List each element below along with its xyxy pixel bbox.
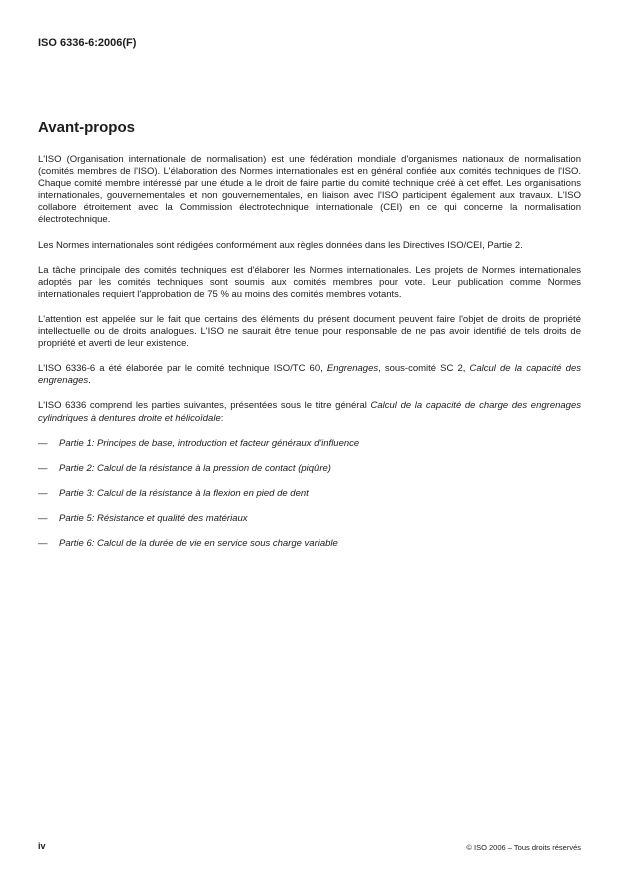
copyright-notice: © ISO 2006 – Tous droits réservés <box>466 843 581 852</box>
list-dash: — <box>38 487 48 499</box>
paragraph-propriete-intellectuelle: L'attention est appelée sur le fait que certains des éléments du présent document peuvent faire l'objet de droits de propriété intellectuelle ou de droits analogues. L'ISO ne saurait être tenue pour responsable de ne pas avoir identifié de tels droits de propriété et averti de leur existence. <box>38 313 581 350</box>
list-item-partie-2 <box>38 463 581 475</box>
list-item-label: Partie 2: Calcul de la résistance à la pression de contact (piqûre) <box>59 462 331 474</box>
list-item-partie-1 <box>38 438 581 450</box>
list-item-label: Partie 1: Principes de base, introduction et facteur généraux d'influence <box>59 437 360 449</box>
section-title: Avant-propos <box>38 119 135 136</box>
list-item-partie-3 <box>38 488 581 500</box>
document-reference: ISO 6336-6:2006(F) <box>38 37 137 49</box>
list-item-label: Partie 5: Résistance et qualité des matériaux <box>59 512 248 524</box>
list-dash: — <box>38 537 48 549</box>
paragraph-comite-technique-tc60: L'ISO 6336-6 a été élaborée par le comité technique ISO/TC 60, Engrenages, sous-comité SC 2, Calcul de la capacité des engrenages. <box>38 363 582 387</box>
page-number: iv <box>38 841 46 851</box>
page-content <box>38 119 581 563</box>
list-dash: — <box>38 437 48 449</box>
list-dash: — <box>38 462 48 474</box>
paragraph-comites-techniques: La tâche principale des comités techniques est d'élaborer les Normes internationales. Les projets de Normes internationales adoptés par les comités techniques sont soumis aux comités membres pour vote. Leur publication comme Normes internationales requiert l'approbation de 75 % au moins des comités membres votants. <box>38 264 581 300</box>
list-dash: — <box>38 512 48 524</box>
list-item-partie-5 <box>38 513 581 525</box>
parts-list <box>38 438 581 550</box>
list-item-label: Partie 3: Calcul de la résistance à la flexion en pied de dent <box>59 487 309 499</box>
list-item-label: Partie 6: Calcul de la durée de vie en service sous charge variable <box>59 537 338 549</box>
paragraph-directives: Les Normes internationales sont rédigées conformément aux règles données dans les Directives ISO/CEI, Partie 2. <box>38 239 523 251</box>
list-item-partie-6 <box>38 538 581 550</box>
paragraph-iso-federation: L'ISO (Organisation internationale de normalisation) est une fédération mondiale d'organismes nationaux de normalisation (comités membres de l'ISO). L'élaboration des Normes internationales est en général confiée aux comités techniques de l'ISO. Chaque comité membre intéressé par une étude a le droit de faire partie du comité technique créé à cet effet. Les organisations internationales, gouvernementales et non gouvernementales, en liaison avec l'ISO participent également aux travaux. L'ISO collabore étroitement avec la Commission électrotechnique internationale (CEI) en ce qui concerne la normalisation électrotechnique. <box>38 154 581 226</box>
paragraph-titre-general: L'ISO 6336 comprend les parties suivantes, présentées sous le titre général Calcul de la capacité de charge des engrenages cylindriques à dentures droite et hélicoïdale: <box>38 400 581 424</box>
